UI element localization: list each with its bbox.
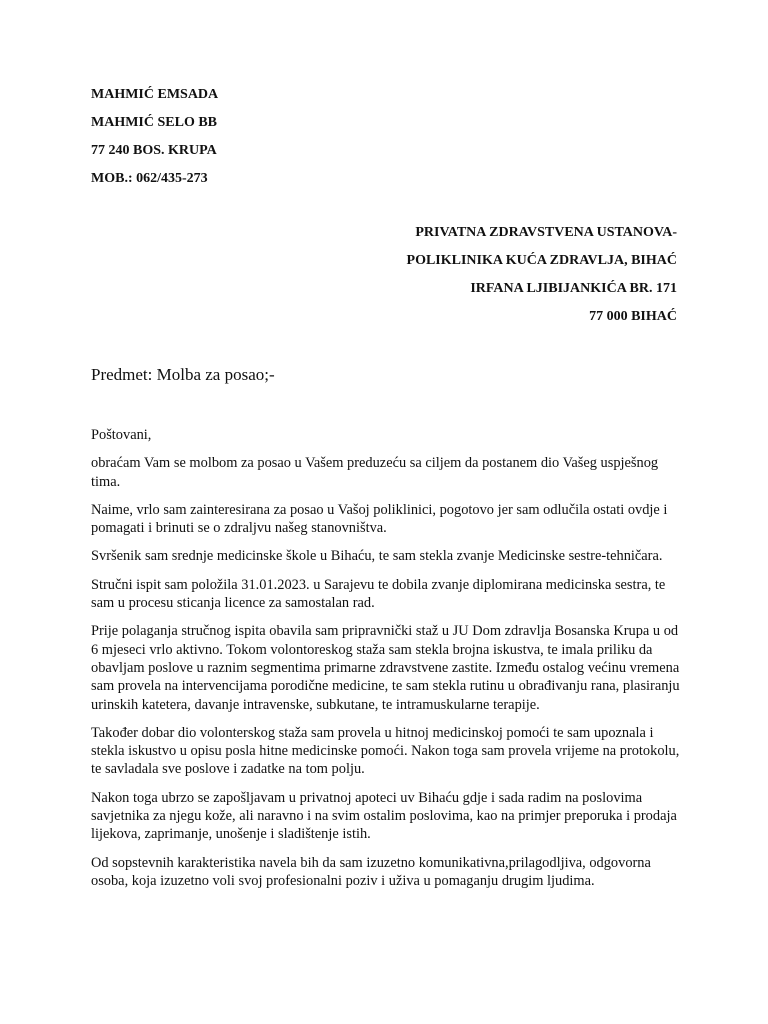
paragraph-pharmacy: Nakon toga ubrzo se zapošljavam u privatnoj apoteci uv Bihaću gdje i sada radim na poslovima savjetnika za njegu kože, ali naravno i na svim ostalim poslovima, kao na primjer preporuka i prodaja lijekova, zaprimanje, unošenje i sladištenje istih. — [91, 789, 677, 843]
paragraph-exam: Stručni ispit sam položila 31.01.2023. u Sarajevu te dobila zvanje diplomirana medicinska sestra, te sam u procesu sticanja licence za samostalan rad. — [91, 576, 666, 612]
paragraph-intro: obraćam Vam se molbom za posao u Vašem preduzeću sa ciljem da postanem dio Vašeg uspješnog tima. — [91, 455, 659, 490]
sender-address: MAHMIĆ SELO BB — [91, 115, 218, 130]
recipient-line-2: POLIKLINIKA KUĆA ZDRAVLJA, BIHAĆ — [406, 253, 677, 268]
paragraph-internship: Prije polaganja stručnog ispita obavila sam pripravnički staž u JU Dom zdravlja Bosanska Krupa u od 6 mjeseci vrlo aktivno. Tokom volontoreskog staža sam stekla brojna iskustva, te imala priliku da obavljam poslove u raznim segmentima primarne zdravstvene zastite. Između ostalog većinu vremena sam provela na intervencijama porodične medicine, te sam stekla rutinu u obrađivanju rana, plasiranju urinskih katetera, davanje intravenske, subkutane, te intramuskularne terapije. — [91, 623, 680, 713]
recipient-line-1: PRIVATNA ZDRAVSTVENA USTANOVA- — [415, 225, 677, 240]
recipient-block — [257, 224, 677, 336]
paragraph-emergency: Također dobar dio volonterskog staža sam provela u hitnoj medicinskoj pomoći te sam upoznala i stekla iskustvo u opisu posla hitne medicinske pomoći. Nakon toga sam provela vrijeme na protokolu, te savladala sve poslove i zadatke na tom polju. — [91, 724, 680, 778]
recipient-line-3: IRFANA LJIBIJANKIĆA BR. 171 — [470, 281, 677, 296]
sender-phone: MOB.: 062/435-273 — [91, 171, 208, 186]
subject-line: Predmet: Molba za posao;- — [91, 365, 275, 384]
paragraph-traits: Od sopstevnih karakteristika navela bih da sam izuzetno komunikativna,prilagodljiva, odgovorna osoba, koja izuzetno voli svoj profesionalni poziv i uživa u pomaganju drugim ljudima. — [91, 854, 651, 889]
sender-block — [91, 86, 391, 198]
paragraph-education: Svršenik sam srednje medicinske škole u Bihaću, te sam stekla zvanje Medicinske sestre-tehničara. — [91, 548, 663, 565]
recipient-line-4: 77 000 BIHAĆ — [589, 309, 677, 324]
letter-body — [91, 426, 681, 900]
sender-city: 77 240 BOS. KRUPA — [91, 143, 217, 158]
greeting: Poštovani, — [91, 427, 152, 443]
paragraph-interest: Naime, vrlo sam zainteresirana za posao u Vašoj poliklinici, pogotovo jer sam odlučila ostati ovdje i pomagati i brinuti se o zdraljvu našeg stanovništva. — [91, 501, 668, 537]
sender-name: MAHMIĆ EMSADA — [91, 87, 219, 102]
